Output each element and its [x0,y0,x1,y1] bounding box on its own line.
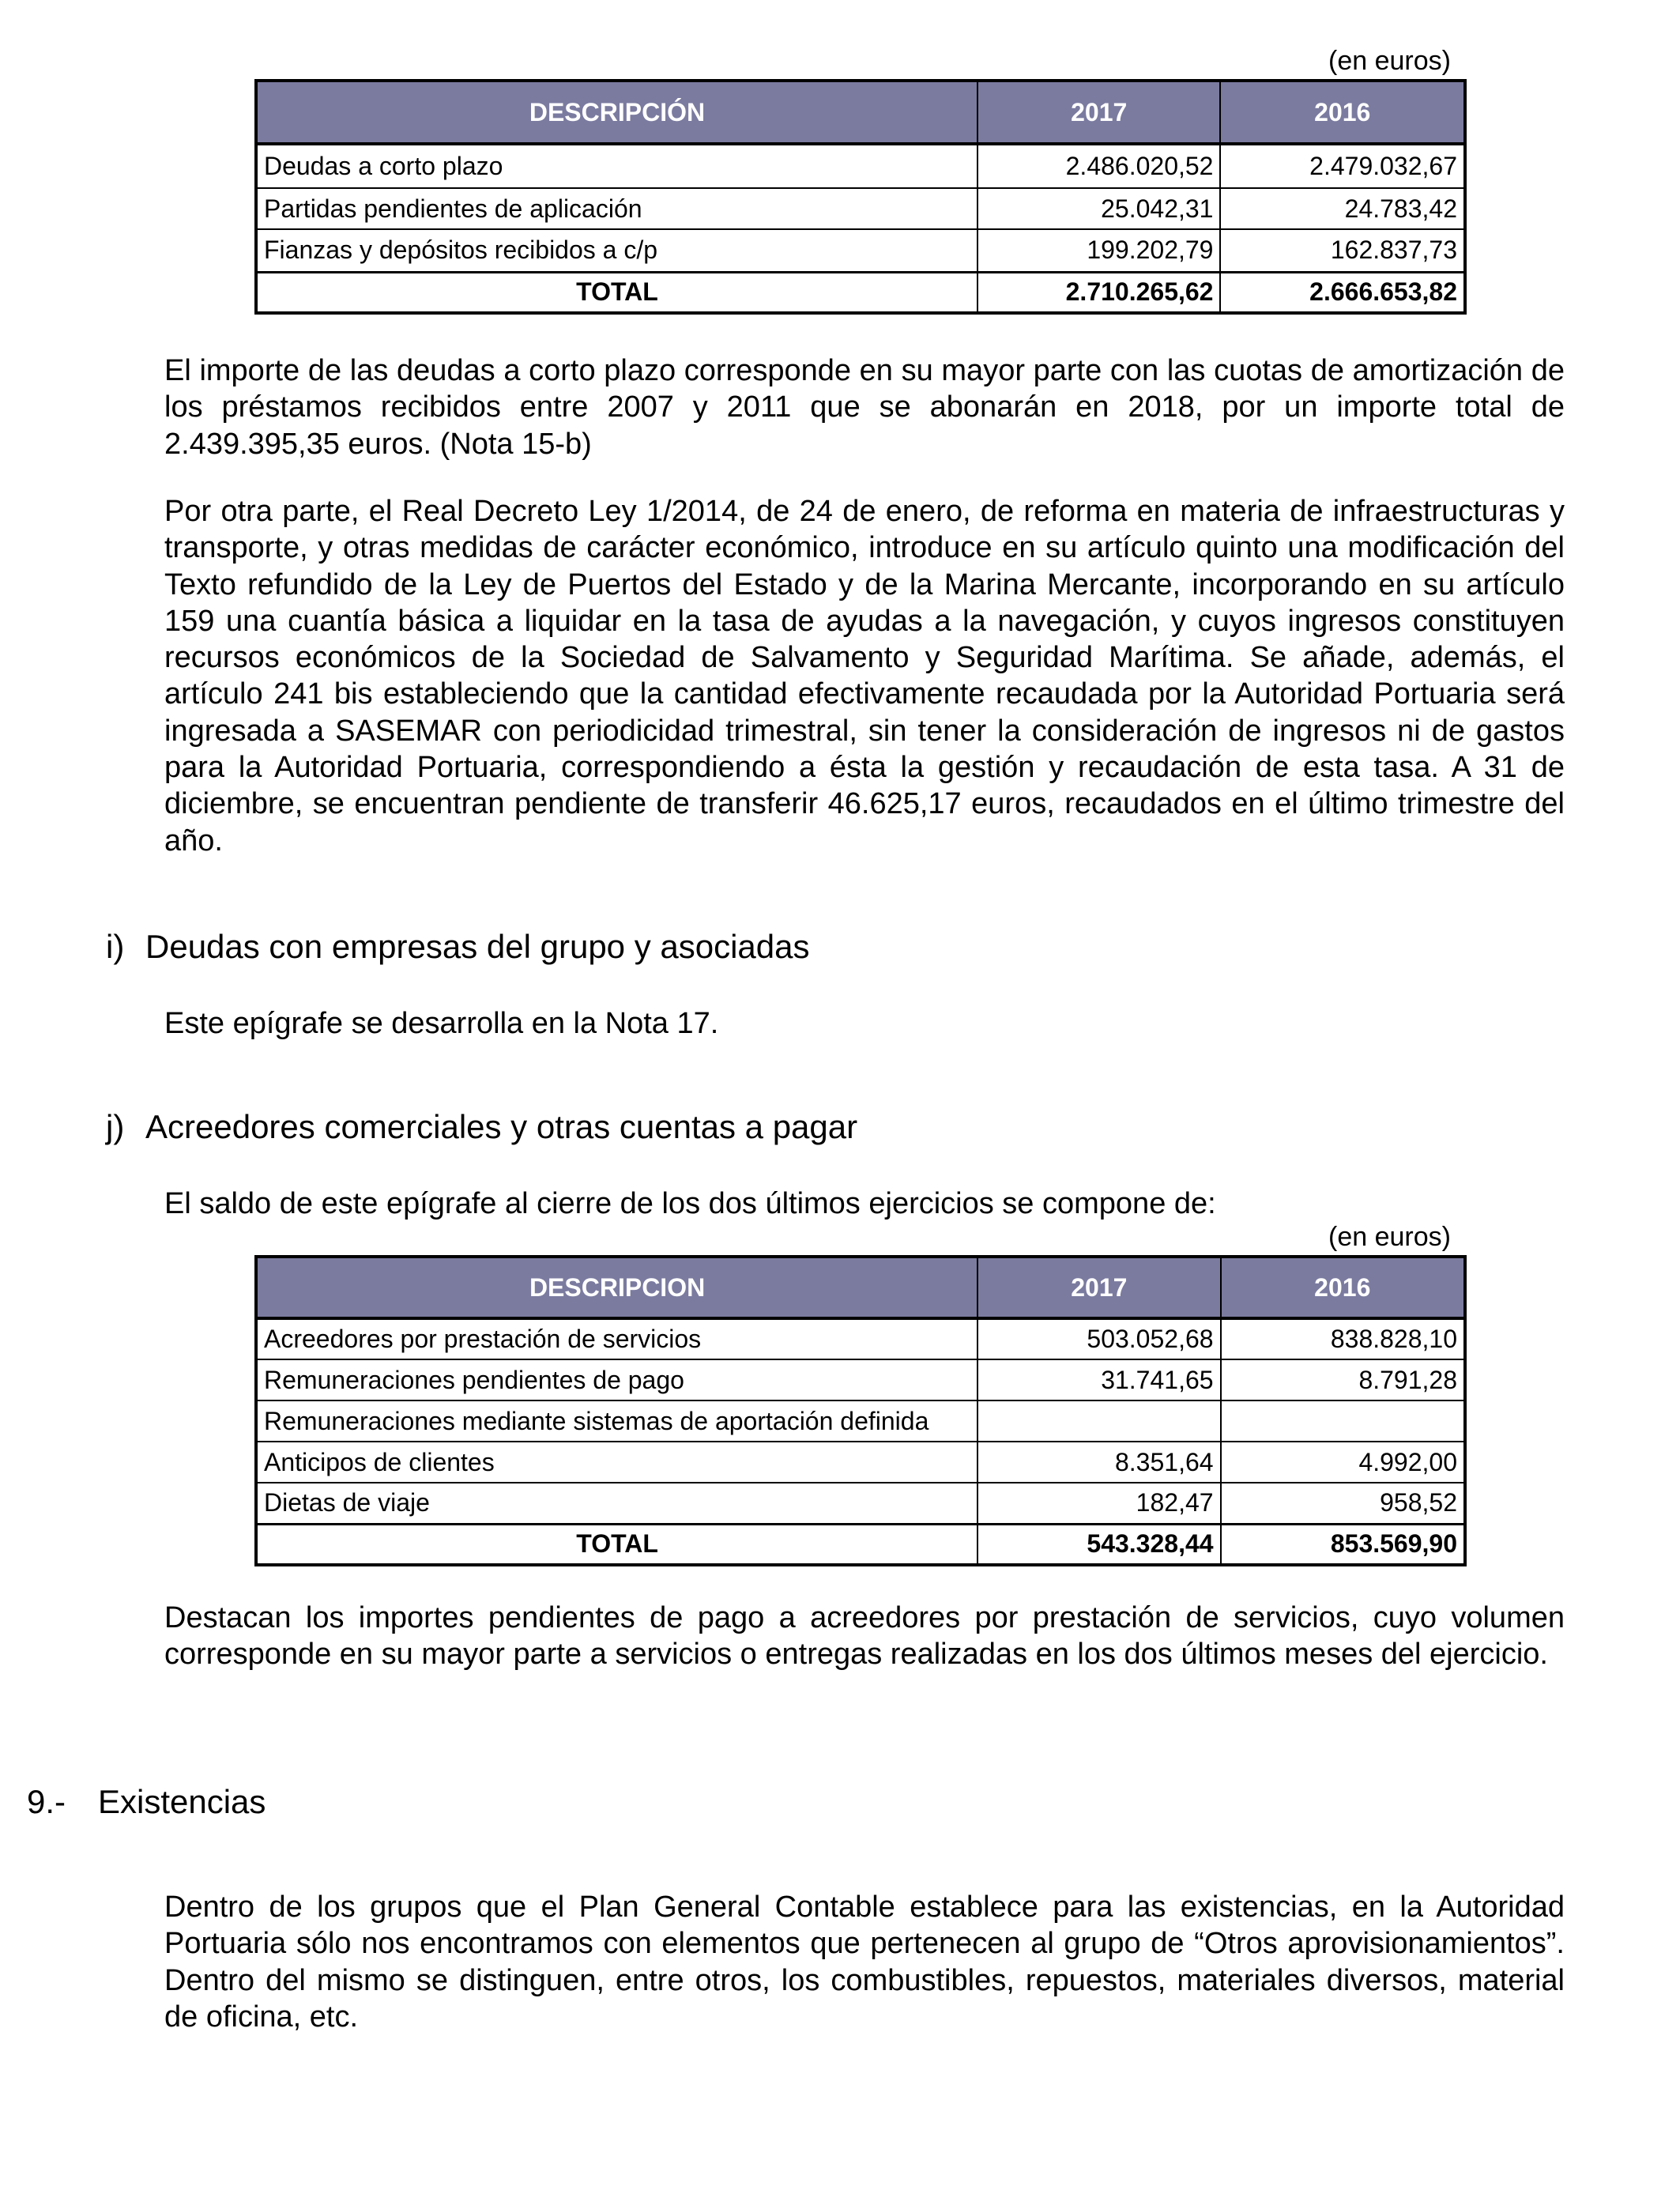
table1-unit-label: (en euros) [1328,46,1451,76]
row-value-2016: 8.791,28 [1221,1359,1465,1400]
heading-i-title: Deudas con empresas del grupo y asociadas [145,928,810,965]
column-header-2016: 2016 [1220,81,1465,144]
paragraph-nota-17: Este epígrafe se desarrolla en la Nota 17. [164,1007,719,1040]
table-total-row [256,1524,1465,1565]
row-description: Fianzas y depósitos recibidos a c/p [256,229,977,272]
paragraph-destacan: Destacan los importes pendientes de pago a acreedores por prestación de servicios, cuyo volumen corresponde en su mayor parte a servicios o entregas realizadas en los dos últimos meses del ejercicio. [164,1601,1565,1672]
total-label: TOTAL [256,1524,977,1565]
row-description: Remuneraciones pendientes de pago [256,1359,977,1400]
row-value-2016: 162.837,73 [1220,229,1465,272]
table-row [256,1400,1465,1442]
heading-i-marker: i) [106,928,125,965]
row-value-2016: 2.479.032,67 [1220,144,1465,188]
row-value-2016 [1221,1400,1465,1442]
paragraph-saldo: El saldo de este epígrafe al cierre de los dos últimos ejercicios se compone de: [164,1187,1216,1220]
row-value-2017: 31.741,65 [977,1359,1220,1400]
table-row [256,188,1465,229]
row-value-2017: 8.351,64 [977,1442,1220,1483]
row-description: Remuneraciones mediante sistemas de aportación definida [256,1400,977,1442]
row-value-2017: 2.486.020,52 [977,144,1221,188]
table-row [256,1483,1465,1524]
column-header-description: DESCRIPCION [256,1257,977,1318]
table-row [256,229,1465,272]
table-row [256,1359,1465,1400]
total-label: TOTAL [256,272,977,313]
paragraph-existencias: Dentro de los grupos que el Plan General Contable establece para las existencias, en la Autoridad Portuaria sólo nos encontramos con elementos que pertenecen al grupo de “Otros aprovisionamientos”. Dentro del mismo se distinguen, entre otros, los combustibles, repuestos, materiales diversos, material de oficina, etc. [164,1891,1565,2034]
row-description: Anticipos de clientes [256,1442,977,1483]
table-row [256,1442,1465,1483]
section-9-marker: 9.- [27,1783,66,1820]
column-header-2017: 2017 [977,81,1221,144]
table-header-row [256,1257,1465,1318]
row-value-2017 [977,1400,1220,1442]
row-value-2017: 199.202,79 [977,229,1221,272]
column-header-2017: 2017 [977,1257,1220,1318]
short-term-debt-table [254,79,1467,315]
table-row [256,1318,1465,1359]
heading-j-title: Acreedores comerciales y otras cuentas a pagar [145,1108,858,1145]
creditors-table [254,1255,1467,1566]
row-description: Dietas de viaje [256,1483,977,1524]
table2-unit-label: (en euros) [1328,1222,1451,1252]
total-value-2016: 2.666.653,82 [1220,272,1465,313]
table-total-row [256,272,1465,313]
row-value-2016: 4.992,00 [1221,1442,1465,1483]
column-header-2016: 2016 [1221,1257,1465,1318]
paragraph-short-term-debt: El importe de las deudas a corto plazo corresponde en su mayor parte con las cuotas de amortización de los préstamos recibidos entre 2007 y 2011 que se abonarán en 2018, por un importe total de 2.439.395,35 euros. (Nota 15-b) [164,354,1565,461]
row-value-2017: 503.052,68 [977,1318,1220,1359]
row-description: Partidas pendientes de aplicación [256,188,977,229]
total-value-2017: 2.710.265,62 [977,272,1221,313]
table-row [256,144,1465,188]
section-9-title: Existencias [98,1783,266,1820]
row-description: Acreedores por prestación de servicios [256,1318,977,1359]
row-value-2016: 24.783,42 [1220,188,1465,229]
column-header-description: DESCRIPCIÓN [256,81,977,144]
row-value-2017: 25.042,31 [977,188,1221,229]
paragraph-real-decreto: Por otra parte, el Real Decreto Ley 1/2014, de 24 de enero, de reforma en materia de infraestructuras y transporte, y otras medidas de carácter económico, introduce en su artículo quinto una modificación del Texto refundido de la Ley de Puertos del Estado y de la Marina Mercante, incorporando en su artículo 159 una cuantía básica a liquidar en la tasa de ayudas a la navegación, y cuyos ingresos constituyen recursos económicos de la Sociedad de Salvamento y Seguridad Marítima. Se añade, además, el artículo 241 bis estableciendo que la cantidad efectivamente recaudada por la Autoridad Portuaria será ingresada a SASEMAR con periodicidad trimestral, sin tener la consideración de ingresos ni de gastos para la Autoridad Portuaria, correspondiendo a ésta la gestión y recaudación de esta tasa. A 31 de diciembre, se encuentran pendiente de transferir 46.625,17 euros, recaudados en el último trimestre del año. [164,495,1565,858]
total-value-2016: 853.569,90 [1221,1524,1465,1565]
row-value-2017: 182,47 [977,1483,1220,1524]
table-header-row [256,81,1465,144]
total-value-2017: 543.328,44 [977,1524,1220,1565]
row-description: Deudas a corto plazo [256,144,977,188]
row-value-2016: 958,52 [1221,1483,1465,1524]
heading-j-marker: j) [106,1108,125,1145]
row-value-2016: 838.828,10 [1221,1318,1465,1359]
